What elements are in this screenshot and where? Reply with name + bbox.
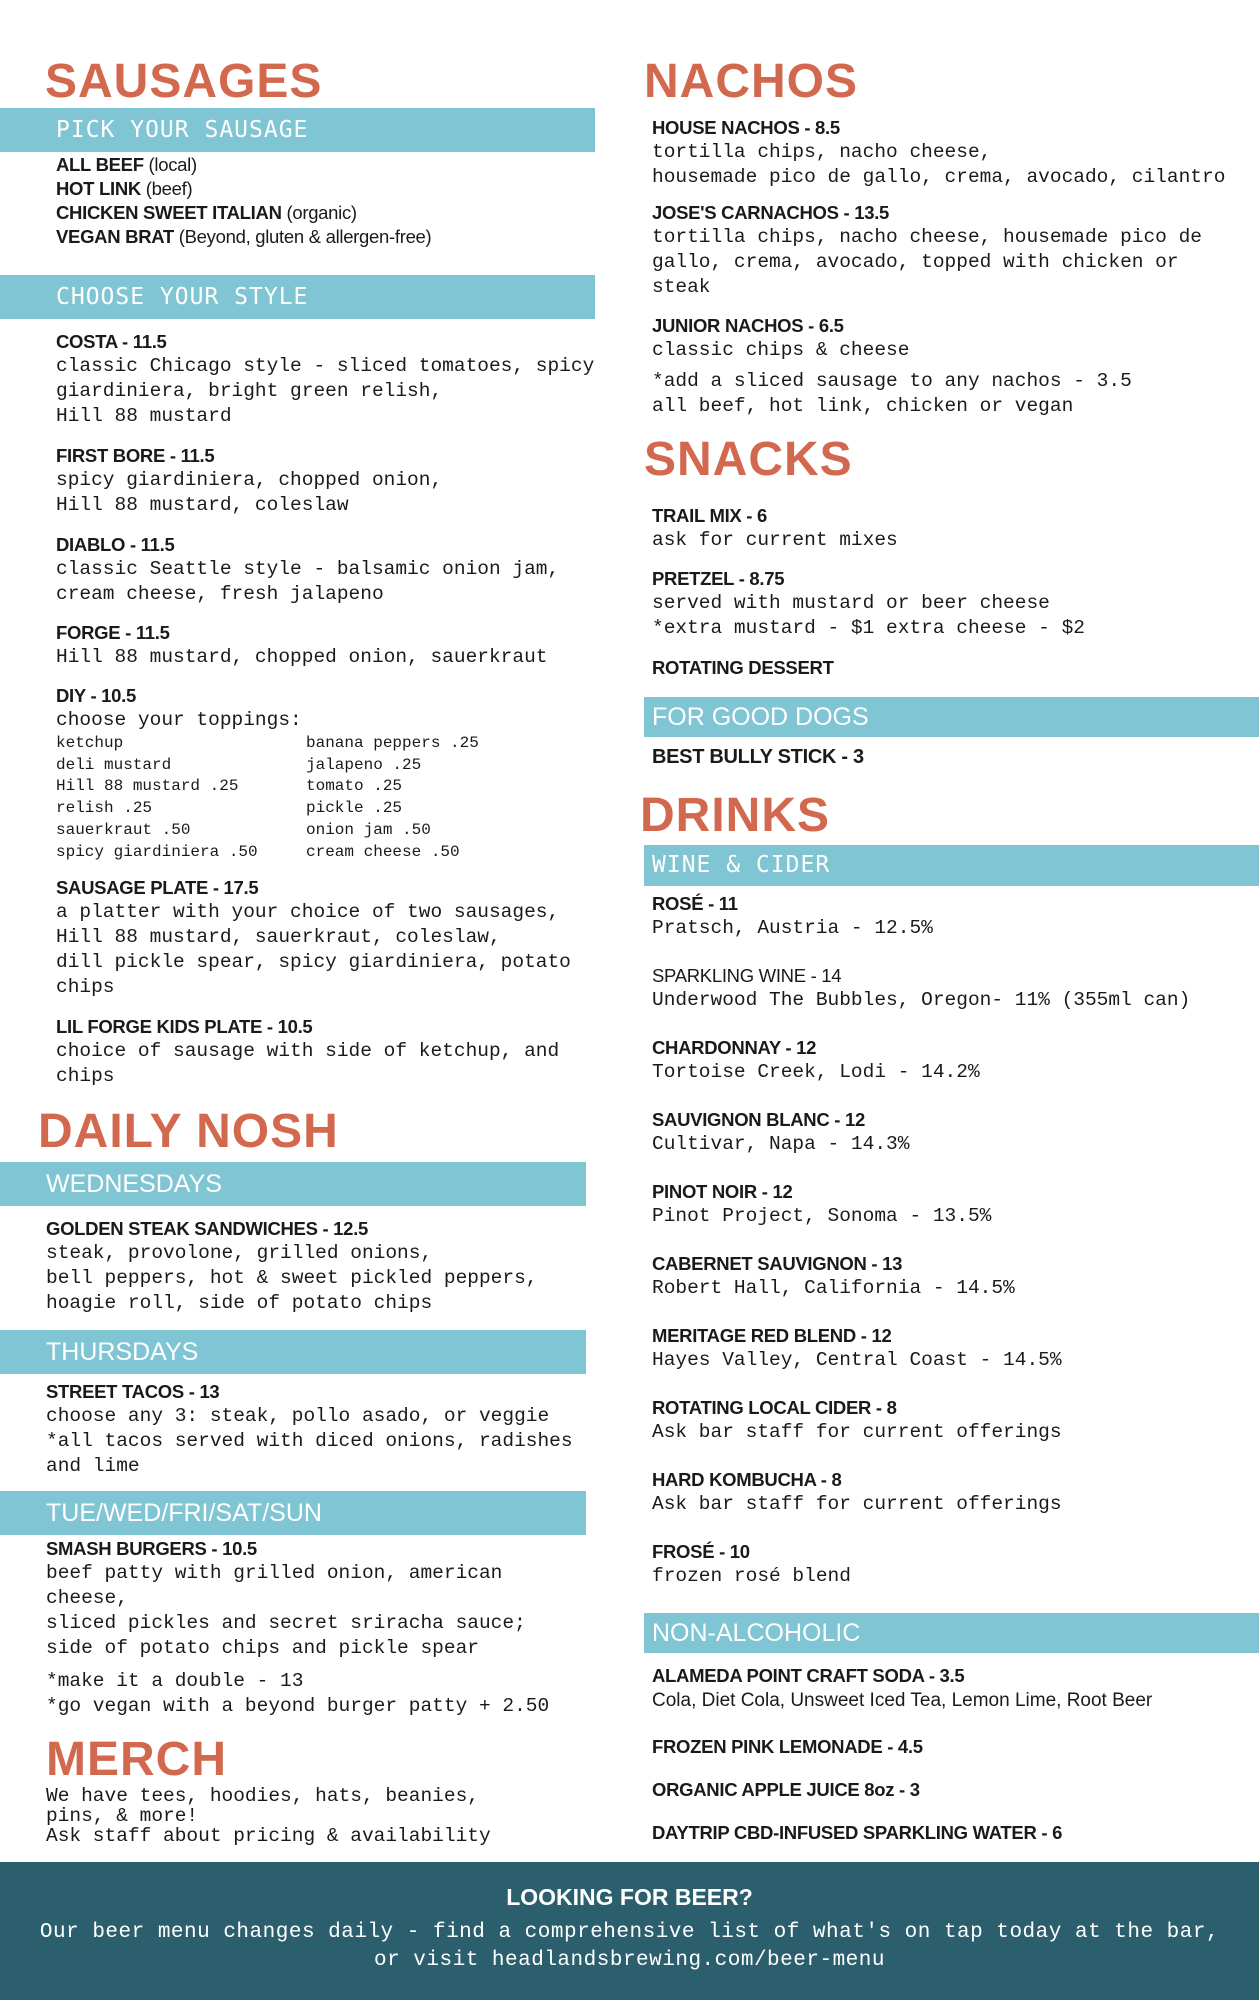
item-desc: Pratsch, Austria - 12.5% xyxy=(652,917,933,939)
rotating-dessert-item xyxy=(652,656,834,680)
sausage-option xyxy=(56,153,431,177)
item-price: - 11.5 xyxy=(165,445,215,466)
band-label: NON-ALCOHOLIC xyxy=(652,1619,861,1647)
drinks-title: DRINKS xyxy=(640,789,831,842)
item-price: - 3.5 xyxy=(924,1665,965,1686)
topping: banana peppers .25 xyxy=(306,734,479,752)
item-name: DIABLO xyxy=(56,534,126,555)
sausage-options xyxy=(56,153,431,249)
item-desc: Ask bar staff for current offerings xyxy=(652,1421,1062,1443)
tue-sun-band xyxy=(0,1491,586,1535)
band-label: FOR GOOD DOGS xyxy=(652,703,869,731)
topping: sauerkraut .50 xyxy=(56,820,191,839)
merch-title: MERCH xyxy=(46,1733,227,1786)
option-note: (organic) xyxy=(281,202,357,223)
topping: jalapeno .25 xyxy=(306,755,422,774)
topping: Hill 88 mustard .25 xyxy=(56,777,239,796)
sausage-option xyxy=(56,177,431,201)
item-price: - 11.5 xyxy=(125,534,175,555)
style-lil-forge xyxy=(56,1015,559,1089)
style-first-bore xyxy=(56,444,442,518)
item-desc: classic Chicago style - sliced tomatoes, spicy giardiniera, bright green relish, Hill 88 mustard xyxy=(56,355,595,427)
option-note: (local) xyxy=(143,154,197,175)
wine-item xyxy=(652,1540,1190,1612)
item-desc: Tortoise Creek, Lodi - 14.2% xyxy=(652,1061,980,1083)
item-price: - 13 xyxy=(183,1381,220,1402)
item-price: - 10.5 xyxy=(262,1016,313,1037)
item-price: - 8 xyxy=(871,1397,897,1418)
item-name: SAUSAGE PLATE xyxy=(56,877,208,898)
item-name: FORGE xyxy=(56,622,121,643)
item-price: - 13 xyxy=(866,1253,903,1274)
item-price: - 6.5 xyxy=(803,315,844,336)
snacks-title: SNACKS xyxy=(644,433,853,486)
option-name: CHICKEN SWEET ITALIAN xyxy=(56,202,282,223)
na-lemonade-item xyxy=(652,1735,923,1759)
item-desc: Cola, Diet Cola, Unsweet Iced Tea, Lemon Lime, Root Beer xyxy=(652,1690,1153,1711)
bully-stick-item: BEST BULLY STICK - 3 xyxy=(652,746,864,768)
item-name: GOLDEN STEAK SANDWICHES xyxy=(46,1218,318,1239)
house-nachos-item xyxy=(652,116,1225,190)
item-name: HARD KOMBUCHA xyxy=(652,1469,816,1490)
item-desc: tortilla chips, nacho cheese, housemade pico de gallo, crema, avocado, cilantro xyxy=(652,141,1226,188)
item-price: - 13.5 xyxy=(838,202,890,223)
good-dogs-band xyxy=(644,697,1259,737)
topping: relish .25 xyxy=(56,799,153,818)
option-name: VEGAN BRAT xyxy=(56,226,174,247)
item-name: LIL FORGE KIDS PLATE xyxy=(56,1016,263,1037)
wine-item xyxy=(652,892,1190,964)
item-price: - 8 xyxy=(815,1469,842,1490)
choose-style-band xyxy=(0,275,595,319)
item-desc: Robert Hall, California - 14.5% xyxy=(652,1277,1015,1299)
item-desc: choose any 3: steak, pollo asado, or veggie *all tacos served with diced onions, radishes and lime xyxy=(46,1405,573,1477)
toppings-right xyxy=(306,733,556,863)
sausages-title: SAUSAGES xyxy=(45,55,323,108)
item-desc: frozen rosé blend xyxy=(652,1565,851,1587)
item-price: - 8.5 xyxy=(799,117,840,138)
footer-text: Our beer menu changes daily - find a comprehensive list of what's on tap today at the bar, or visit headlandsbrewing.com/beer-menu xyxy=(39,1921,1220,1972)
na-apple-juice-item xyxy=(652,1778,920,1802)
item-desc: classic Seattle style - balsamic onion jam, cream cheese, fresh jalapeno xyxy=(56,558,560,605)
item-desc: classic chips & cheese xyxy=(652,339,910,361)
band-label: WEDNESDAYS xyxy=(46,1170,222,1198)
item-desc: steak, provolone, grilled onions, bell peppers, hot & sweet pickled peppers, hoagie roll, side of potato chips xyxy=(46,1242,538,1314)
option-note: (Beyond, gluten & allergen-free) xyxy=(173,226,432,247)
wine-item xyxy=(652,1036,1190,1108)
beer-footer xyxy=(0,1862,1259,2000)
item-name: TRAIL MIX xyxy=(652,505,742,526)
item-price: - 11 xyxy=(703,893,738,914)
style-costa xyxy=(56,330,594,429)
toppings-left xyxy=(56,733,306,863)
item-desc: Cultivar, Napa - 14.3% xyxy=(652,1133,910,1155)
band-label: TUE/WED/FRI/SAT/SUN xyxy=(46,1499,322,1527)
option-name: ALL BEEF xyxy=(56,154,144,175)
item-price: - 12 xyxy=(780,1037,817,1058)
item-name: DIY xyxy=(56,685,86,706)
item-desc: choose your toppings: xyxy=(56,709,302,731)
item-price: - 12.5 xyxy=(317,1218,368,1239)
wednesdays-band xyxy=(0,1162,586,1206)
smash-burgers-item xyxy=(46,1537,549,1719)
item-price: - 11.5 xyxy=(117,331,167,352)
sausage-option xyxy=(56,225,431,249)
item-name: FIRST BORE xyxy=(56,445,166,466)
band-label: THURSDAYS xyxy=(46,1338,199,1366)
item-name: CHARDONNAY xyxy=(652,1037,781,1058)
item-price: - 3 xyxy=(894,1779,920,1800)
pretzel-item xyxy=(652,567,1085,641)
pick-sausage-label: PICK YOUR SAUSAGE xyxy=(56,117,309,143)
item-desc: Underwood The Bubbles, Oregon- 11% (355ml can) xyxy=(652,989,1191,1011)
item-name: ROSÉ xyxy=(652,893,704,914)
na-daytrip-item xyxy=(652,1821,1062,1845)
item-name: COSTA xyxy=(56,331,118,352)
item-desc: tortilla chips, nacho cheese, housemade pico de gallo, crema, avocado, topped with chicken or steak xyxy=(652,226,1202,298)
item-price: - 12 xyxy=(829,1109,865,1130)
item-name: FROSÉ xyxy=(652,1541,715,1562)
item-price: - 6 xyxy=(741,505,767,526)
nachos-addon: *add a sliced sausage to any nachos - 3.5 all beef, hot link, chicken or vegan xyxy=(652,370,1132,417)
wine-cider-band xyxy=(644,845,1259,886)
item-price: - 8.75 xyxy=(733,568,785,589)
golden-steak-item xyxy=(46,1217,537,1316)
item-name: JUNIOR NACHOS xyxy=(652,315,804,336)
non-alcoholic-band xyxy=(644,1613,1259,1653)
wine-item xyxy=(652,1180,1190,1252)
sausage-option xyxy=(56,201,431,225)
item-price: - 10.5 xyxy=(85,685,136,706)
style-diablo xyxy=(56,533,559,607)
item-desc: ask for current mixes xyxy=(652,529,898,551)
option-note: (beef) xyxy=(140,178,193,199)
wine-item xyxy=(652,1108,1190,1180)
style-forge xyxy=(56,621,547,670)
item-name: PRETZEL xyxy=(652,568,734,589)
street-tacos-item xyxy=(46,1380,573,1479)
item-price: - 14 xyxy=(805,965,842,986)
item-name: ALAMEDA POINT CRAFT SODA xyxy=(652,1665,924,1686)
item-price: - 6 xyxy=(1036,1822,1063,1843)
style-diy xyxy=(56,684,556,863)
item-extra: *make it a double - 13 *go vegan with a beyond burger patty + 2.50 xyxy=(46,1670,550,1717)
topping: deli mustard xyxy=(56,755,172,774)
wine-item xyxy=(652,1324,1190,1396)
na-soda-item xyxy=(652,1664,1152,1713)
item-name: SAUVIGNON BLANC xyxy=(652,1109,830,1130)
item-price: - 11.5 xyxy=(120,622,170,643)
item-name: ORGANIC APPLE JUICE 8oz xyxy=(652,1779,895,1800)
item-price: - 4.5 xyxy=(882,1736,923,1757)
item-name: ROTATING LOCAL CIDER xyxy=(652,1397,872,1418)
item-name: CABERNET SAUVIGNON xyxy=(652,1253,867,1274)
item-desc: a platter with your choice of two sausages, Hill 88 mustard, sauerkraut, coleslaw, dill pickle spear, spicy giardiniera, potato chips xyxy=(56,901,571,998)
daily-nosh-title: DAILY NOSH xyxy=(38,1105,339,1158)
item-desc: Ask bar staff for current offerings xyxy=(652,1493,1062,1515)
item-desc: Pinot Project, Sonoma - 13.5% xyxy=(652,1205,992,1227)
item-name: STREET TACOS xyxy=(46,1381,184,1402)
item-name: SMASH BURGERS xyxy=(46,1538,207,1559)
item-name: DAYTRIP CBD-INFUSED SPARKLING WATER xyxy=(652,1822,1037,1843)
item-desc: beef patty with grilled onion, american cheese, sliced pickles and secret sriracha sauce; side of potato chips and pickle spear xyxy=(46,1562,526,1659)
choose-style-label: CHOOSE YOUR STYLE xyxy=(56,284,309,310)
item-name: HOUSE NACHOS xyxy=(652,117,800,138)
toppings-list xyxy=(56,733,556,863)
wine-list xyxy=(652,892,1190,1612)
item-price: - 10 xyxy=(714,1541,750,1562)
footer-title: LOOKING FOR BEER? xyxy=(506,1884,753,1910)
wine-item xyxy=(652,1468,1190,1540)
topping: pickle .25 xyxy=(306,799,403,818)
item-price: - 10.5 xyxy=(206,1538,257,1559)
item-name: SPARKLING WINE xyxy=(652,965,806,986)
junior-nachos-item xyxy=(652,314,1132,419)
item-desc: Hayes Valley, Central Coast - 14.5% xyxy=(652,1349,1062,1371)
wine-item xyxy=(652,1396,1190,1468)
item-name: ROTATING DESSERT xyxy=(652,657,834,678)
item-name: PINOT NOIR xyxy=(652,1181,757,1202)
pick-sausage-band xyxy=(0,108,595,152)
item-desc: choice of sausage with side of ketchup, and chips xyxy=(56,1040,560,1087)
carnachos-item xyxy=(652,201,1202,300)
topping: onion jam .50 xyxy=(306,820,431,839)
topping: tomato .25 xyxy=(306,777,403,796)
topping: cream cheese .50 xyxy=(306,842,460,861)
merch-text: We have tees, hoodies, hats, beanies, pins, & more! Ask staff about pricing & availability xyxy=(46,1785,491,1847)
item-price: - 17.5 xyxy=(208,877,259,898)
item-desc: spicy giardiniera, chopped onion, Hill 88 mustard, coleslaw xyxy=(56,469,443,516)
wine-item xyxy=(652,1252,1190,1324)
item-desc: Hill 88 mustard, chopped onion, sauerkraut xyxy=(56,646,548,668)
topping: spicy giardiniera .50 xyxy=(56,842,258,861)
item-price: - 12 xyxy=(756,1181,793,1202)
style-sausage-plate xyxy=(56,876,571,1000)
item-price: - 12 xyxy=(855,1325,892,1346)
option-name: HOT LINK xyxy=(56,178,141,199)
item-desc: served with mustard or beer cheese *extra mustard - $1 extra cheese - $2 xyxy=(652,592,1085,639)
thursdays-band xyxy=(0,1330,586,1374)
item-name: JOSE'S CARNACHOS xyxy=(652,202,839,223)
topping: ketchup xyxy=(56,734,124,752)
item-name: MERITAGE RED BLEND xyxy=(652,1325,856,1346)
trail-mix-item xyxy=(652,504,898,553)
nachos-title: NACHOS xyxy=(644,55,859,108)
wine-item xyxy=(652,964,1190,1036)
band-label: WINE & CIDER xyxy=(652,852,831,878)
item-name: FROZEN PINK LEMONADE xyxy=(652,1736,883,1757)
